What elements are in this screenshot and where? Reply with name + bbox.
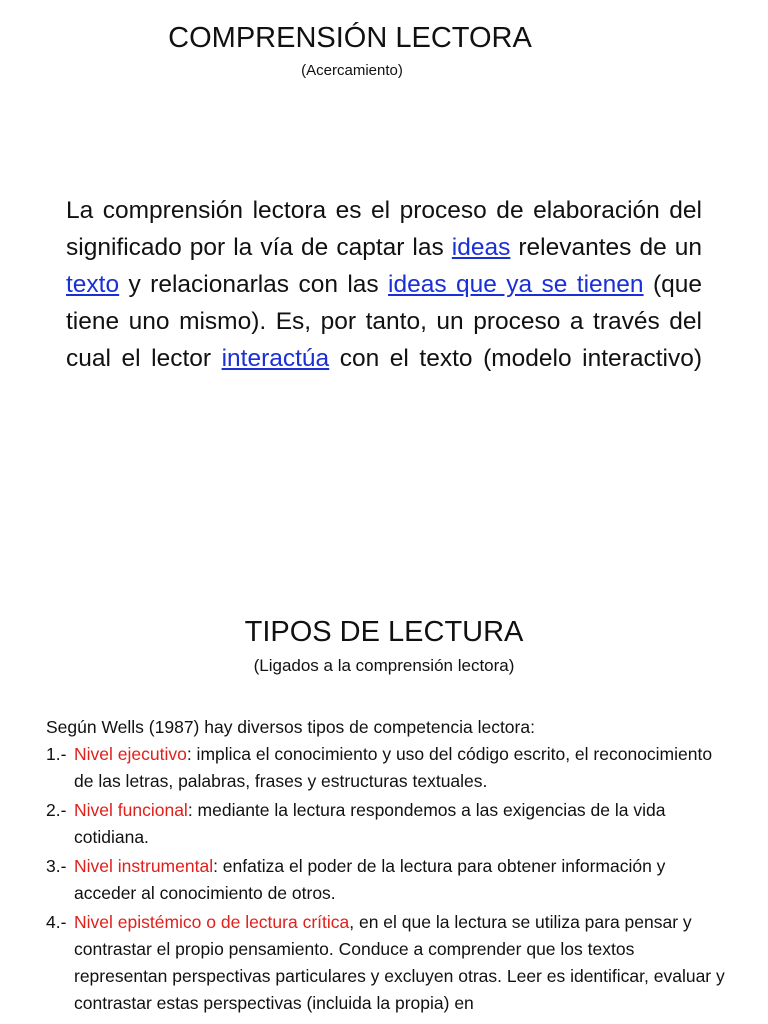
link-ideas[interactable]: ideas <box>451 234 511 261</box>
item-text: : enfatiza el poder de la lectura para obtener información y acceder al conocimiento de otros. <box>74 856 666 903</box>
paragraph-text: La comprensión lectora es el proceso de elaboración del significado por la vía de captar las <box>66 197 702 261</box>
item-body <box>74 741 726 795</box>
item-label: Nivel epistémico o de lectura crítica <box>74 912 350 932</box>
list-item <box>46 853 726 907</box>
item-text: : mediante la lectura respondemos a las exigencias de la vida cotidiana. <box>74 800 666 847</box>
slide2-subtitle: (Ligados a la comprensión lectora) <box>253 656 515 675</box>
list-item <box>46 741 726 795</box>
item-number: 3.- <box>46 856 67 876</box>
slide2-title: TIPOS DE LECTURA <box>244 616 524 648</box>
item-label: Nivel funcional <box>74 800 188 820</box>
item-label: Nivel ejecutivo <box>74 744 187 764</box>
link-ideas-que-ya-se-tienen[interactable]: ideas que ya se tienen <box>388 271 644 298</box>
paragraph-text: relevantes de un <box>510 234 702 261</box>
item-number: 1.- <box>46 744 67 764</box>
slide1-title: COMPRENSIÓN LECTORA <box>168 22 532 54</box>
list-intro: Según Wells (1987) hay diversos tipos de competencia lectora: <box>46 717 535 737</box>
item-number: 4.- <box>46 912 67 932</box>
list-item <box>46 909 726 1017</box>
item-body <box>74 909 726 1017</box>
item-body <box>74 797 726 851</box>
item-number: 2.- <box>46 800 67 820</box>
item-text: , en el que la lectura se utiliza para pensar y contrastar el propio pensamiento. Conduce a comprender que los textos representan perspectivas particulares y excluyen otras. Leer es identificar, evaluar y contrastar estas perspectivas (incluida la propia) en <box>74 912 725 1013</box>
link-texto[interactable]: texto <box>66 271 120 298</box>
paragraph-text: y relacionarlas con las <box>119 271 389 298</box>
reading-levels-list <box>46 714 726 1019</box>
item-label: Nivel instrumental <box>74 856 214 876</box>
definition-paragraph <box>66 192 702 377</box>
list-item <box>46 797 726 851</box>
paragraph-text: (que tiene uno mismo). Es, por tanto, un proceso a través del cual el lector <box>66 271 702 372</box>
item-text: : implica el conocimiento y uso del código escrito, el reconocimiento de las letras, palabras, frases y estructuras textuales. <box>74 744 713 791</box>
paragraph-text: con el texto (modelo interactivo) <box>329 345 702 372</box>
slide1-subtitle: (Acercamiento) <box>301 62 403 79</box>
item-body <box>74 853 726 907</box>
link-interactua[interactable]: interactúa <box>221 345 330 372</box>
